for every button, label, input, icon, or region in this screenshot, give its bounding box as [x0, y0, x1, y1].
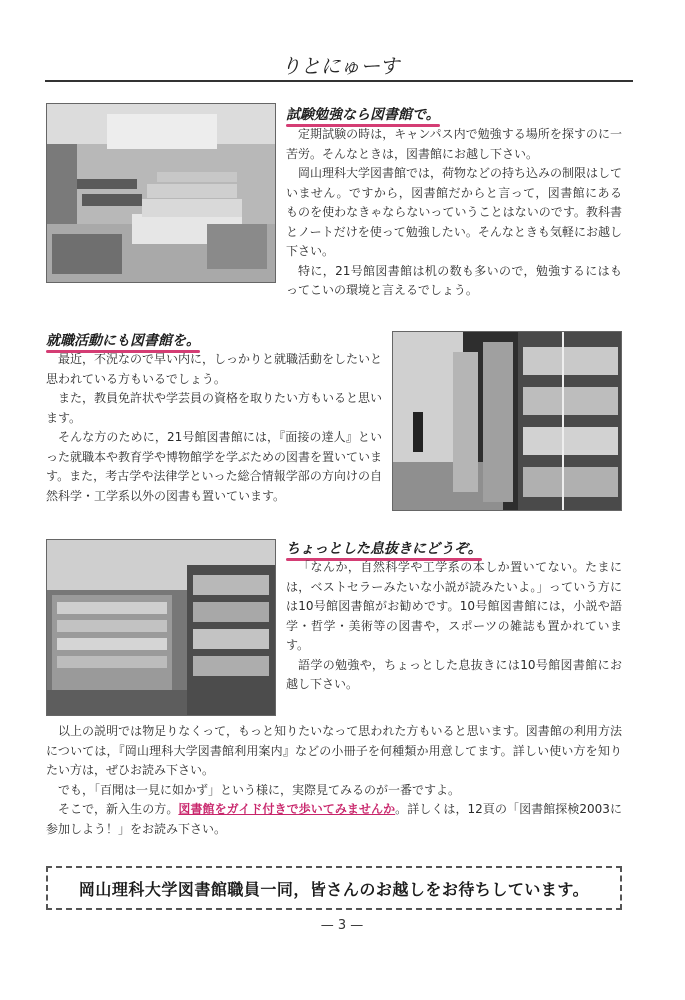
section-heading-relax-text: ちょっとした息抜きにどうぞ。 — [286, 541, 482, 557]
paragraph: そんな方のために，21号館図書館には，『面接の達人』といった就職本や教育学や博物館学を学ぶための図書を置いています。また，考古学や法律学といった総合情報学部の方向けの自然科学・工学系以外の図書も置いています。 — [46, 430, 383, 503]
closing-body — [46, 722, 622, 839]
paragraph: 定期試験の時は，キャンパス内で勉強する場所を探すのに一苦労。そんなときは，図書館にお越し下さい。 — [286, 127, 622, 161]
paragraph: 最近，不況なので早い内に，しっかりと就職活動をしたいと思われている方もいるでしょう。 — [46, 352, 383, 386]
page-number: — 3 — — [320, 918, 364, 933]
section-heading-job-text: 就職活動にも図書館を。 — [46, 333, 200, 349]
paragraph: 岡山理科大学図書館では，荷物などの持ち込みの制限はしていません。ですから，図書館だからと言って，図書館にあるものを使わなきゃならないっていうことはないのです。教科書とノートだけを使って勉強したい。そんなときも気軽にお越し下さい。 — [286, 166, 623, 258]
section-body-study — [286, 125, 622, 301]
paragraph: 「なんか，自然科学や工学系の本しか置いてない。たまには，ベストセラーみたいな小説が読みたいよ。」っていう方には10号館図書館がお勧めです。10号館図書館には，小説や語学・哲学・美術等の図書や，スポーツの雑誌も置かれています。 — [286, 560, 622, 652]
bookshelf-aisle-photo — [392, 331, 622, 511]
paragraph: また，教員免許状や学芸員の資格を取りたい方もいると思います。 — [46, 391, 383, 425]
paragraph: 以上の説明では物足りなくって，もっと知りたいなって思われた方もいると思います。図書館の利用方法については，『岡山理科大学図書館利用案内』などの小冊子を何種類か用意してます。詳しい使い方を知りたい方は，ぜひお読み下さい。 — [46, 724, 622, 777]
welcome-message-box — [46, 866, 622, 910]
guided-tour-link[interactable]: 図書館をガイド付きで歩いてみませんか — [178, 802, 396, 816]
section-heading-study — [286, 104, 440, 124]
title-rule — [45, 80, 633, 82]
closing-text: 。詳しくは，12頁の「図書館探検2003に参加しよう！」をお読み下さい。 — [46, 802, 622, 836]
welcome-message: 岡山理科大学図書館職員一同，皆さんのお越しをお待ちしています。 — [78, 879, 590, 899]
paragraph: 特に，21号館図書館は机の数も多いので，勉強するにはもってこいの環境と言えるでしょう。 — [286, 263, 622, 297]
section-heading-relax — [286, 538, 482, 558]
page-title: りとにゅーす — [280, 54, 400, 78]
paragraph: 語学の勉強や，ちょっとした息抜きには10号館図書館にお越し下さい。 — [286, 657, 622, 691]
section-body-relax — [286, 558, 622, 695]
section-heading-job — [46, 330, 200, 350]
paragraph — [46, 800, 622, 839]
library-shelves-photo — [46, 539, 276, 716]
closing-text: そこで，新入生の方。 — [58, 802, 179, 816]
section-body-job — [46, 350, 382, 506]
paragraph: でも，「百聞は一見に如かず」という様に，実際見てみるのが一番ですよ。 — [58, 782, 461, 797]
section-heading-study-text: 試験勉強なら図書館で。 — [286, 107, 440, 123]
study-room-photo — [46, 103, 276, 283]
